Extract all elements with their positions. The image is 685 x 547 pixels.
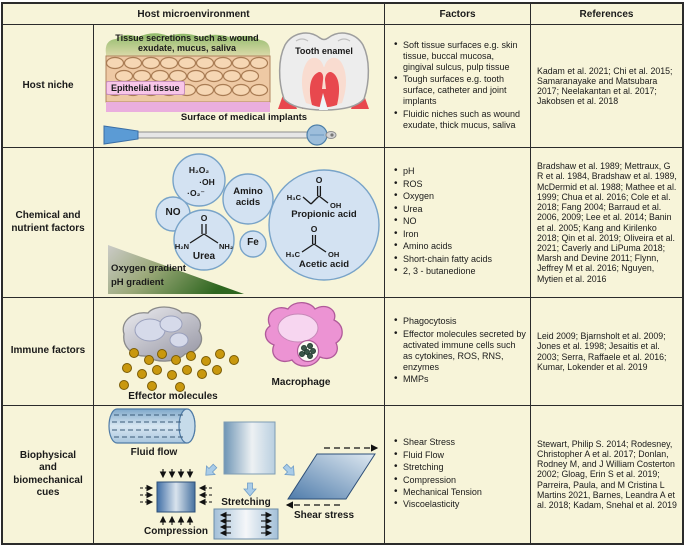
medical-implants-label: Surface of medical implants: [180, 112, 308, 123]
acetic-acid-label: Acetic acid: [298, 259, 350, 270]
references-text: Kadam et al. 2021; Chi et al. 2015; Samaranayake and Matsubara 2017; Neelakantan et al. 2017; Jakobsen et al. 2018: [537, 65, 673, 107]
factor-item: • Amino acids: [403, 241, 526, 252]
factors-chemical: [385, 148, 531, 298]
factors-list: [391, 437, 526, 512]
macrophage-label: Macrophage: [271, 377, 331, 388]
factor-item: • Tough surfaces e.g. tooth surface, catheter and joint implants: [403, 74, 526, 107]
propionic-oh-label: OH: [330, 201, 342, 210]
hydroxyl-radical-label: ·OH: [199, 177, 215, 187]
factors-immune: [385, 298, 531, 406]
factors-list: [391, 40, 526, 132]
header-references: [531, 4, 682, 25]
chemical-molecules-icon: [94, 148, 385, 298]
references-text: Stewart, Philip S. 2014; Rodesney, Christopher A et al. 2017; Donlan, Rodney M, and J William Costerton 2002; Gloag, Erin S et al. 2019; Parreira, Paula, and M Cristina L Martins 2021, Barnes, Leandra A et al. 2018; Kadam, Snehal et al. 2019: [537, 438, 677, 510]
immune-cells-icon: [94, 298, 385, 406]
references-text: Leid 2009; Bjarnsholt et al. 2009; Jones et al. 1998; Jesaitis et al. 2003; Serra, Raffaele et al. 2016; Kumar, Lokender et al. 2019: [537, 331, 667, 372]
references-biophysical: [531, 406, 682, 543]
propionic-h3c-label: H₃C: [286, 193, 301, 202]
stretching-icon: [214, 509, 278, 539]
urea-h2n-label: H₂N: [174, 242, 189, 251]
factor-item: • Urea: [403, 204, 526, 215]
no-label: NO: [165, 207, 181, 218]
factor-item: • Shear Stress: [403, 437, 526, 448]
fluid-flow-label: Fluid flow: [130, 447, 178, 458]
row-label-biophysical: Biophysical and biomechanical cues: [3, 406, 94, 543]
oxygen-gradient-label: Oxygen gradient: [111, 263, 186, 274]
header-factors-label: Factors: [439, 8, 476, 20]
factor-item: • Viscoelasticity: [403, 499, 526, 510]
table: [1, 2, 684, 545]
stretching-label: Stretching: [221, 497, 271, 508]
row-label-chemical: Chemical and nutrient factors: [3, 148, 94, 298]
factor-item: • NO: [403, 216, 526, 227]
gradient-square: [224, 422, 275, 474]
urea-label: Urea: [192, 251, 216, 262]
shear-stress-label: Shear stress: [293, 510, 355, 521]
factor-item: • Fluid Flow: [403, 450, 526, 461]
ph-gradient-label: pH gradient: [111, 277, 164, 288]
illustration-immune: [94, 298, 385, 406]
propionic-o-label: O: [315, 175, 323, 185]
references-chemical: [531, 148, 682, 298]
illustration-biophysical: [94, 406, 385, 543]
tissue-secretions-label: Tissue secretions such as wound exudate, mucus, saliva: [115, 33, 259, 54]
acetic-h3c-label: H₃C: [285, 250, 300, 259]
factor-item: • pH: [403, 166, 526, 177]
factor-item: • ROS: [403, 179, 526, 190]
row-label-immune: Immune factors: [3, 298, 94, 406]
tooth-icon: [276, 29, 372, 112]
factor-item: • Phagocytosis: [403, 316, 526, 327]
compression-icon: [140, 469, 212, 525]
illustration-chemical: [94, 148, 385, 298]
header-host-microenvironment-label: Host microenvironment: [137, 8, 250, 20]
epithelial-tissue-label: Epithelial tissue: [106, 81, 185, 95]
header-references-label: References: [579, 8, 634, 20]
factor-item: • Oxygen: [403, 191, 526, 202]
factor-item: • Soft tissue surfaces e.g. skin tissue, buccal mucosa, gingival sulcus, pulp tissue: [403, 40, 526, 73]
factor-item: • Short-chain fatty acids: [403, 254, 526, 265]
factor-item: • 2, 3 - butanedione: [403, 266, 526, 277]
catheter-icon: [102, 124, 340, 146]
references-host-niche: [531, 25, 682, 148]
header-factors: [385, 4, 531, 25]
superoxide-label: ·O₂⁻: [187, 188, 205, 198]
references-immune: [531, 298, 682, 406]
factor-item: • Compression: [403, 475, 526, 486]
factor-item: • MMPs: [403, 374, 526, 385]
acetic-o-label: O: [310, 224, 318, 234]
factors-list: [391, 166, 526, 278]
factor-item: • Iron: [403, 229, 526, 240]
compression-label: Compression: [144, 526, 208, 537]
factor-item: • Fluidic niches such as wound exudate, thick mucus, saliva: [403, 109, 526, 131]
header-host-microenvironment: [3, 4, 385, 25]
biomechanical-cues-icon: [94, 406, 385, 543]
urea-o-label: O: [200, 213, 208, 223]
illustration-host-niche: [94, 25, 385, 148]
factors-biophysical: [385, 406, 531, 543]
urea-nh2-label: NH₂: [219, 242, 234, 251]
tooth-enamel-label: Tooth enamel: [295, 46, 353, 56]
factor-item: • Effector molecules secreted by activated immune cells such as cytokines, ROS, RNS, enzymes: [403, 329, 526, 373]
row-label-host-niche: Host niche: [3, 25, 94, 148]
fe-label: Fe: [247, 237, 259, 248]
fluid-flow-cylinder-icon: [109, 409, 195, 443]
amino-acids-label: Amino acids: [233, 186, 263, 208]
factors-list: [391, 316, 526, 386]
shear-stress-icon: [287, 448, 377, 505]
effector-molecules-label: Effector molecules: [128, 391, 218, 402]
factor-item: • Mechanical Tension: [403, 487, 526, 498]
acetic-oh-label: OH: [328, 250, 340, 259]
factors-host-niche: [385, 25, 531, 148]
propionic-acid-label: Propionic acid: [291, 209, 357, 220]
macrophage-cell-icon: [265, 303, 342, 366]
references-text: Bradshaw et al. 1989; Mettraux, G R et al. 1984, Bradshaw et al. 1989, McDermid et al. 1988; Mathee et al. 1999; Chua et al. 2016; Cole et al. 2018; Fang 2004; Barraud et al. 2006, 2009; Lee et al. 2014; Banin et al. 2005; Kang and Kirilenko 2018; Qin et al. 2019; Oliveira et al. 2021; Caverly and LiPuma 2018; Marsh and Devine 2011; Flynn, Jeffrey M et al. 2016; Nguyen, Mytien et al. 2016: [537, 161, 677, 284]
factor-item: • Stretching: [403, 462, 526, 473]
h2o2-label: H₂O₂: [188, 165, 210, 175]
